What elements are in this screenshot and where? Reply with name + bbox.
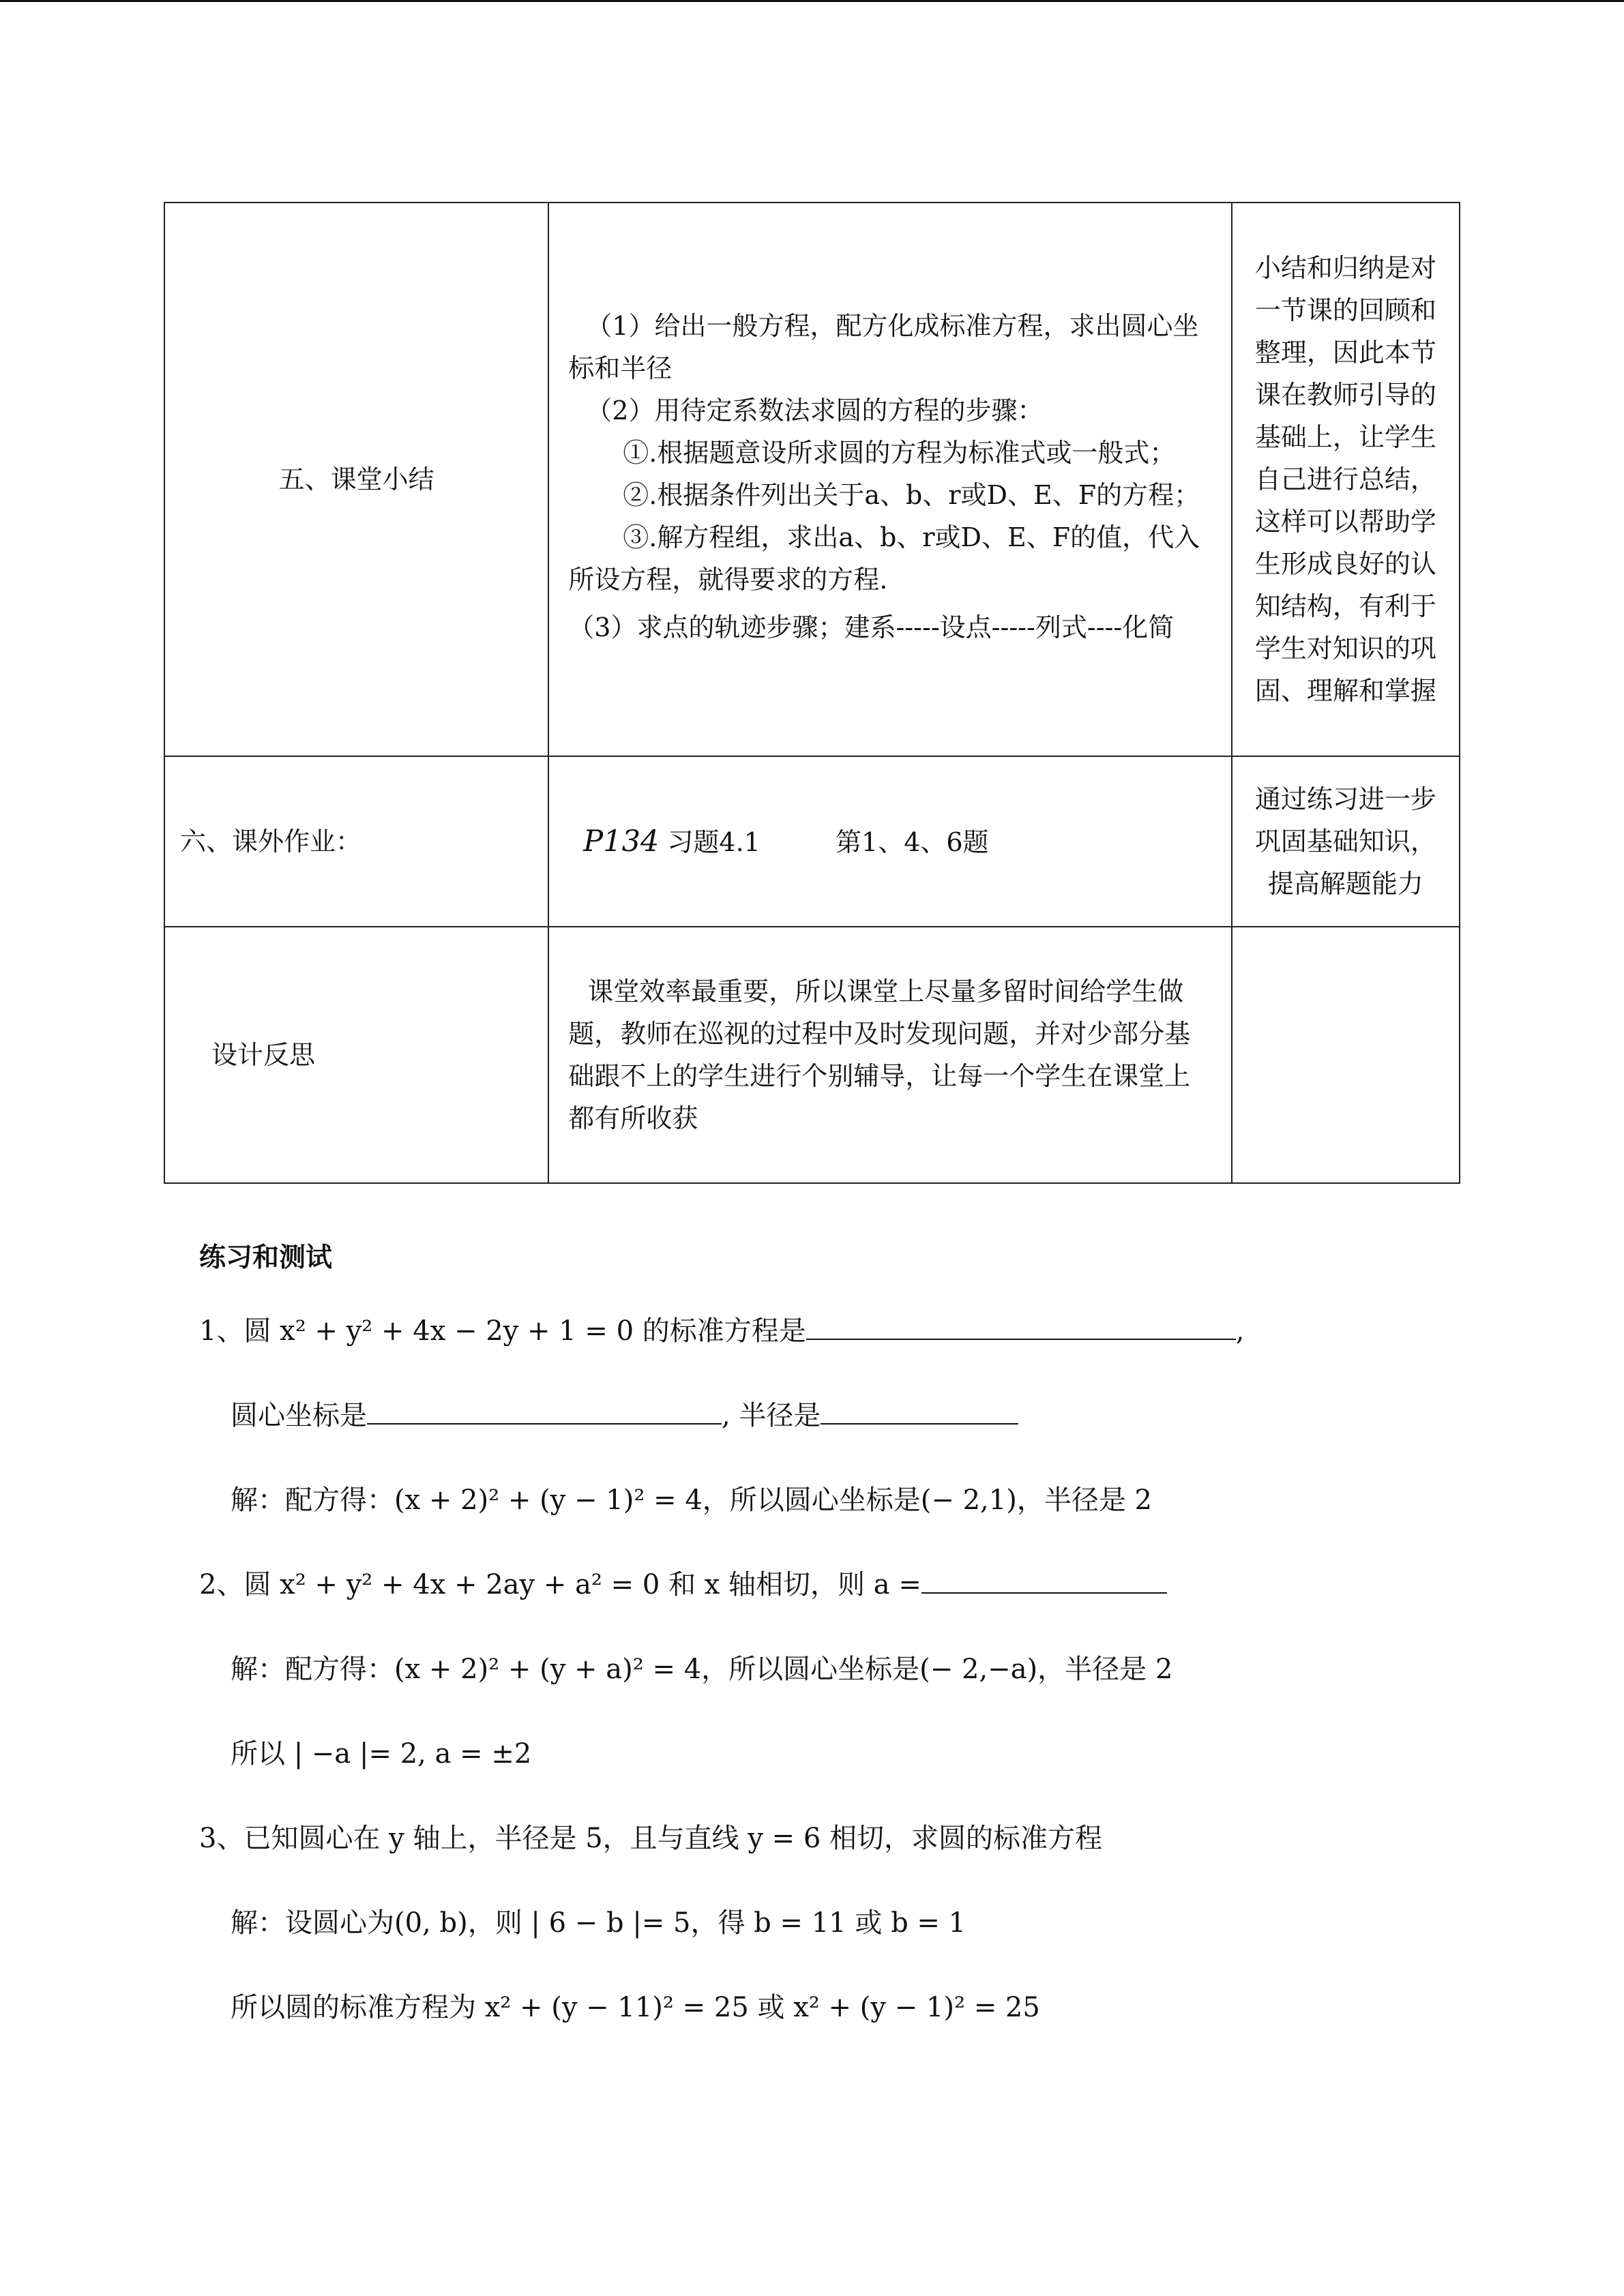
purpose-cell <box>1232 203 1460 756</box>
solution-line <box>199 1458 1454 1542</box>
stage-label: 六、课外作业： <box>180 826 362 856</box>
exercise-line <box>199 1796 1454 1881</box>
exercise-text: 圆心坐标是 <box>231 1400 367 1431</box>
stage-label: 五、课堂小结 <box>278 464 434 494</box>
solution-line <box>199 1965 1454 2050</box>
stage-label: 设计反思 <box>211 1040 316 1070</box>
homework-page: P134 <box>583 824 660 859</box>
solution-line <box>199 1627 1454 1712</box>
summary-point: （1）给出一般方程，配方化成标准方程，求出圆心坐标和半径 <box>568 311 1199 383</box>
purpose-cell <box>1232 927 1460 1183</box>
practice-heading: 练习和测试 <box>199 1242 333 1273</box>
solution-text: 解：设圆心为(0, b)，则 | 6 − b |= 5，得 b = 11 或 b = 1 <box>231 1907 966 1939</box>
homework-cell <box>548 756 1232 927</box>
answer-blank <box>821 1396 1018 1425</box>
exercise-text: 3、已知圆心在 y 轴上，半径是 5，且与直线 y = 6 相切，求圆的标准方程 <box>199 1823 1103 1854</box>
table-row <box>164 927 1460 1183</box>
lesson-plan-table <box>164 202 1460 1184</box>
table-row <box>164 756 1460 927</box>
exercise-line <box>199 1373 1454 1458</box>
answer-blank <box>921 1565 1167 1594</box>
stage-cell <box>164 756 548 927</box>
answer-blank <box>806 1311 1236 1340</box>
answer-blank <box>367 1396 722 1425</box>
exercise-line: 1、圆 x² + y² + 4x − 2y + 1 = 0 的标准方程是 , <box>199 1289 1454 1373</box>
exercise-text: , 半径是 <box>722 1400 821 1431</box>
stage-cell <box>164 203 548 756</box>
practice-section <box>199 1227 1454 2050</box>
summary-step: ②.根据条件列出关于a、b、r或D、E、F的方程； <box>623 480 1200 510</box>
purpose-text: 小结和归纳是对一节课的回顾和整理，因此本节课在教师引导的基础上，让学生自己进行总结，这样可以帮助学生形成良好的认知结构，有利于学生对知识的巩固、理解和掌握 <box>1254 253 1436 706</box>
homework-set: 习题4.1 <box>667 826 761 857</box>
content-cell <box>548 203 1232 756</box>
summary-step: ③.解方程组，求出a、b、r或D、E、F的值，代入所设方程，就得要求的方程. <box>568 522 1200 595</box>
solution-text: 所以圆的标准方程为 x² + (y − 11)² = 25 或 x² + (y − 1)² = 25 <box>231 1992 1040 2023</box>
summary-point: （3）求点的轨迹步骤；建系-----设点-----列式----化简 <box>568 612 1175 642</box>
stage-cell <box>164 927 548 1183</box>
solution-line <box>199 1712 1454 1796</box>
solution-text: 所以 | −a |= 2, a = ±2 <box>231 1738 532 1770</box>
solution-text: 解：配方得：(x + 2)² + (y − 1)² = 4，所以圆心坐标是(− 2,1)，半径是 2 <box>231 1485 1152 1516</box>
homework-items: 第1、4、6题 <box>836 826 989 857</box>
summary-step: ①.根据题意设所求圆的方程为标准式或一般式； <box>623 438 1176 468</box>
summary-point: （2）用待定系数法求圆的方程的步骤： <box>586 396 1044 426</box>
exercise-line <box>199 1542 1454 1627</box>
table-row <box>164 203 1460 756</box>
purpose-cell <box>1232 756 1460 927</box>
top-border-line <box>0 0 1624 2</box>
reflection-cell <box>548 927 1232 1183</box>
purpose-text: 通过练习进一步巩固基础知识，提高解题能力 <box>1254 784 1436 899</box>
exercise-text: 2、圆 x² + y² + 4x + 2ay + a² = 0 和 x 轴相切，则 a = <box>199 1569 921 1600</box>
reflection-text: 课堂效率最重要，所以课堂上尽量多留时间给学生做题，教师在巡视的过程中及时发现问题，并对少部分基础跟不上的学生进行个别辅导，让每一个学生在课堂上都有所收获 <box>568 976 1191 1133</box>
solution-line <box>199 1881 1454 1965</box>
solution-text: 解：配方得：(x + 2)² + (y + a)² = 4，所以圆心坐标是(− 2,−a)，半径是 2 <box>231 1654 1173 1685</box>
exercise-text: 1、圆 x² + y² + 4x − 2y + 1 = 0 的标准方程是 <box>199 1315 806 1347</box>
